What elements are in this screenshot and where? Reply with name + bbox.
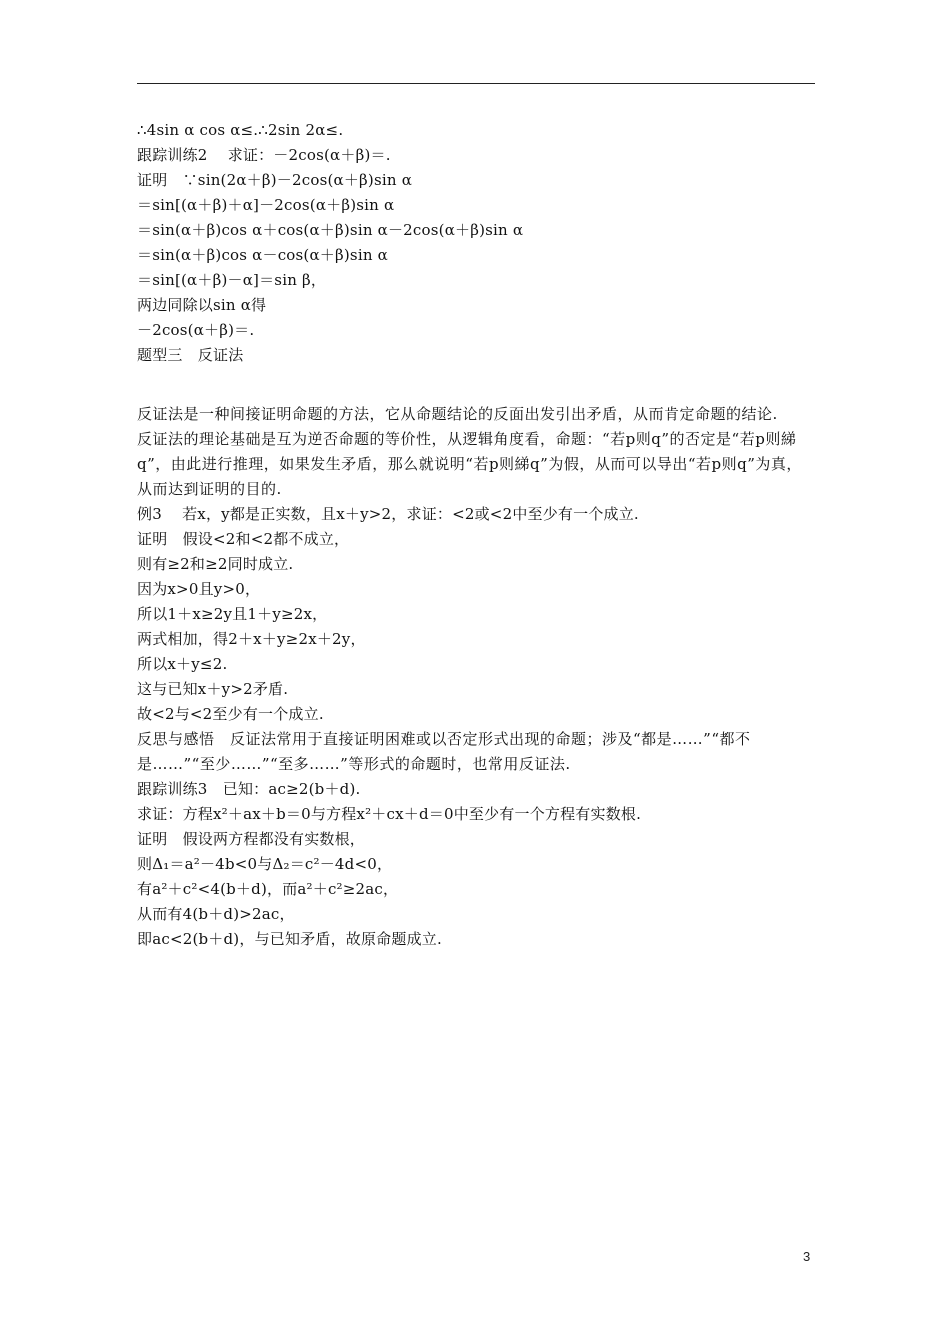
text-line: －2cos(α＋β)＝. — [137, 321, 255, 339]
section-heading: 题型三 反证法 — [137, 346, 244, 364]
reflection-paragraph: 反思与感悟 反证法常用于直接证明困难或以否定形式出现的命题；涉及“都是……”“都不是……”“至少……”“至多……”等形式的命题时，也常用反证法. — [137, 730, 751, 773]
text-line: 求证：方程x²＋ax＋b＝0与方程x²＋cx＋d＝0中至少有一个方程有实数根. — [137, 805, 642, 823]
example-heading: 例3 若x，y都是正实数，且x＋y>2，求证：<2或<2中至少有一个成立. — [137, 505, 639, 523]
text-line: 则有≥2和≥2同时成立. — [137, 555, 294, 573]
page-number: 3 — [803, 1249, 811, 1264]
text-line: 从而有4(b＋d)>2ac， — [137, 905, 295, 923]
text-line: 即ac<2(b＋d)，与已知矛盾，故原命题成立. — [137, 930, 442, 948]
text-line: ＝sin(α＋β)cos α－cos(α＋β)sin α — [137, 246, 388, 264]
exercise-heading: 跟踪训练2 求证：－2cos(α＋β)＝. — [137, 146, 391, 164]
text-line: 因为x>0且y>0， — [137, 580, 261, 598]
text-line: ＝sin[(α＋β)－α]＝sin β， — [137, 271, 327, 289]
paragraph: 反证法的理论基础是互为逆否命题的等价性，从逻辑角度看，命题：“若p则q”的否定是“若p则綈q”，由此进行推理，如果发生矛盾，那么就说明“若p则綈q”为假，从而可以导出“若p则q”为真，从而达到证明的目的. — [137, 430, 802, 498]
text-line: 所以x＋y≤2. — [137, 655, 228, 673]
document-body — [137, 118, 815, 952]
text-line: 两边同除以sin α得 — [137, 296, 267, 314]
paragraph: 反证法是一种间接证明命题的方法，它从命题结论的反面出发引出矛盾，从而肯定命题的结论. — [137, 405, 778, 423]
text-line: 证明 假设两方程都没有实数根， — [137, 830, 366, 848]
text-line: ∴4sin α cos α≤.∴2sin 2α≤. — [137, 121, 344, 139]
text-line: 有a²＋c²<4(b＋d)，而a²＋c²≥2ac， — [137, 880, 399, 898]
text-line: 两式相加，得2＋x＋y≥2x＋2y， — [137, 630, 366, 648]
exercise-heading: 跟踪训练3 已知：ac≥2(b＋d). — [137, 780, 361, 798]
text-line: 证明 假设<2和<2都不成立， — [137, 530, 350, 548]
text-line: 证明 ∵sin(2α＋β)－2cos(α＋β)sin α — [137, 171, 413, 189]
text-line: 故<2与<2至少有一个成立. — [137, 705, 324, 723]
text-line: ＝sin[(α＋β)＋α]－2cos(α＋β)sin α — [137, 196, 395, 214]
text-line: 则Δ₁＝a²－4b<0与Δ₂＝c²－4d<0， — [137, 855, 393, 873]
text-line: ＝sin(α＋β)cos α＋cos(α＋β)sin α－2cos(α＋β)sin α — [137, 221, 524, 239]
section-gap — [137, 368, 815, 402]
header-rule — [137, 83, 815, 84]
text-line: 这与已知x＋y>2矛盾. — [137, 680, 289, 698]
text-line: 所以1＋x≥2y且1＋y≥2x， — [137, 605, 328, 623]
